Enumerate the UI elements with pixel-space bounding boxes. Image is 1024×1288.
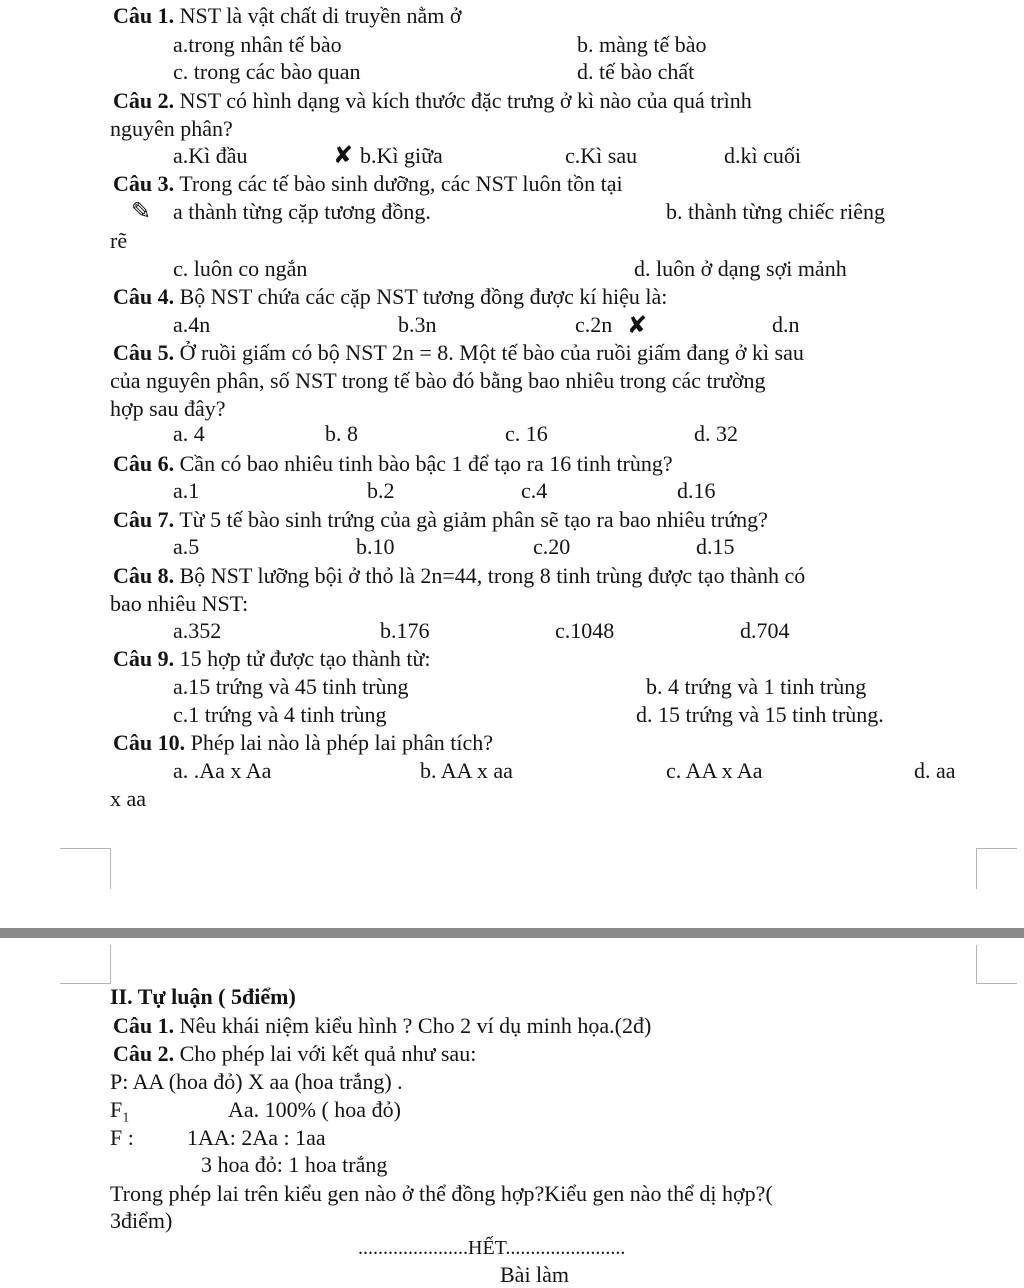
page-corner-mark-top-left [60, 848, 111, 889]
q8-option-d: d.704 [740, 618, 790, 643]
q2-text: NST có hình dạng và kích thước đặc trưng ở kì nào của quá trình [179, 88, 752, 113]
q2-option-b: b.Kì giữa [360, 143, 443, 168]
q7-option-d: d.15 [696, 534, 735, 559]
q7-option-a: a.5 [173, 534, 200, 559]
q10-stem [113, 730, 493, 756]
q5-label: Câu 5. [113, 340, 175, 365]
q8-label: Câu 8. [113, 563, 175, 588]
q6-label: Câu 6. [113, 451, 175, 476]
cross-p-line: P: AA (hoa đỏ) X aa (hoa trắng) . [110, 1069, 403, 1094]
q1-stem [113, 3, 462, 29]
q10-option-d-cont: x aa [110, 786, 147, 811]
q8-stem [113, 563, 805, 589]
q6-option-a: a.1 [173, 478, 200, 503]
q9-option-d: d. 15 trứng và 15 tinh trùng. [636, 702, 884, 727]
q7-stem [113, 507, 768, 533]
q6-option-d: d.16 [677, 478, 716, 503]
q9-option-a: a.15 trứng và 45 tinh trùng [173, 674, 409, 699]
q4-option-a: a.4n [173, 312, 211, 337]
page-corner-mark-bottom-left [60, 945, 111, 984]
page-corner-mark-top-right [976, 848, 1017, 889]
part2-q2 [113, 1041, 476, 1067]
q2-option-d: d.kì cuối [724, 143, 801, 168]
cross-f2-value: 1AA: 2Aa : 1aa [187, 1125, 326, 1150]
q10-text: Phép lai nào là phép lai phân tích? [190, 730, 494, 755]
q10-option-a: a. .Aa x Aa [173, 758, 272, 783]
q5-stem-line3: hợp sau đây? [110, 396, 226, 421]
page-corner-mark-bottom-right [976, 945, 1017, 984]
q1-option-d: d. tế bào chất [577, 59, 695, 84]
q5-text: Ở ruồi giấm có bộ NST 2n = 8. Một tế bào của ruồi giấm đang ở kì sau [179, 340, 804, 365]
q2-option-c: c.Kì sau [565, 143, 638, 168]
q7-option-b: b.10 [356, 534, 395, 559]
part2-q1-label: Câu 1. [113, 1013, 175, 1038]
q10-option-b: b. AA x aa [420, 758, 513, 783]
q5-option-b: b. 8 [325, 421, 358, 446]
q10-option-c: c. AA x Aa [666, 758, 763, 783]
q9-stem [113, 646, 431, 672]
q4-label: Câu 4. [113, 284, 175, 309]
q3-option-c: c. luôn co ngắn [173, 256, 308, 281]
q8-option-a: a.352 [173, 618, 222, 643]
q5-stem-line2: của nguyên phân, số NST trong tế bào đó bằng bao nhiêu trong các trường [110, 368, 766, 393]
part2-q2-text: Cho phép lai với kết quả như sau: [179, 1041, 477, 1066]
q5-stem [113, 340, 804, 366]
part2-q2-question-line2: 3điểm) [110, 1208, 173, 1233]
q9-option-c: c.1 trứng và 4 tinh trùng [173, 702, 387, 727]
q8-option-c: c.1048 [555, 618, 615, 643]
q4-stem [113, 284, 667, 310]
page-break [0, 928, 1024, 938]
q1-text: NST là vật chất di truyền nằm ở [179, 3, 462, 28]
q8-text: Bộ NST lưỡng bội ở thỏ là 2n=44, trong 8 tinh trùng được tạo thành có [179, 563, 806, 588]
q4-option-c: c.2n [575, 312, 613, 337]
q6-text: Cần có bao nhiêu tinh bào bậc 1 để tạo ra 16 tinh trùng? [179, 451, 673, 476]
cross-f1-value: Aa. 100% ( hoa đỏ) [228, 1097, 401, 1122]
cross-f2-phenotype: 3 hoa đỏ: 1 hoa trắng [201, 1152, 388, 1177]
q6-option-c: c.4 [521, 478, 548, 503]
q3-text: Trong các tế bào sinh dưỡng, các NST luôn tồn tại [179, 171, 623, 196]
q3-option-d: d. luôn ở dạng sợi mảnh [634, 256, 847, 281]
q8-stem-line2: bao nhiêu NST: [110, 591, 249, 616]
q5-option-a: a. 4 [173, 421, 205, 446]
q7-text: Từ 5 tế bào sinh trứng của gà giảm phân sẽ tạo ra bao nhiêu trứng? [179, 507, 768, 532]
part2-q2-label: Câu 2. [113, 1041, 175, 1066]
q8-option-b: b.176 [380, 618, 430, 643]
answer-mark-q3: ✎ [131, 199, 152, 225]
q9-label: Câu 9. [113, 646, 175, 671]
q2-label: Câu 2. [113, 88, 175, 113]
q5-option-d: d. 32 [694, 421, 738, 446]
answer-heading: Bài làm [500, 1262, 570, 1287]
q6-stem [113, 451, 673, 477]
q6-option-b: b.2 [367, 478, 395, 503]
q1-option-a: a.trong nhân tế bào [173, 32, 342, 57]
q4-option-b: b.3n [398, 312, 437, 337]
q10-option-d: d. aa [914, 758, 956, 783]
q3-label: Câu 3. [113, 171, 175, 196]
end-marker: ......................HẾT........................ [358, 1237, 626, 1259]
q4-option-d: d.n [772, 312, 800, 337]
cross-f1-label: F₁ [110, 1097, 130, 1122]
answer-mark-q2: ✘ [333, 143, 354, 169]
q3-stem [113, 171, 623, 197]
q1-option-c: c. trong các bào quan [173, 59, 361, 84]
q3-option-a: a thành từng cặp tương đồng. [173, 199, 431, 224]
cross-f2-label: F : [110, 1125, 134, 1150]
q1-option-b: b. màng tế bào [577, 32, 707, 57]
q4-text: Bộ NST chứa các cặp NST tương đồng được kí hiệu là: [179, 284, 668, 309]
answer-mark-q4: ✘ [627, 313, 648, 339]
q9-option-b: b. 4 trứng và 1 tinh trùng [646, 674, 867, 699]
part2-q1-text: Nêu khái niệm kiểu hình ? Cho 2 ví dụ minh họa.(2đ) [179, 1013, 652, 1038]
q9-text: 15 hợp tử được tạo thành từ: [179, 646, 431, 671]
q10-label: Câu 10. [113, 730, 186, 755]
q7-option-c: c.20 [533, 534, 571, 559]
q3-option-b: b. thành từng chiếc riêng [666, 199, 886, 224]
q2-stem-line2: nguyên phân? [110, 116, 233, 141]
q2-option-a: a.Kì đầu [173, 143, 248, 168]
part2-heading: II. Tự luận ( 5điểm) [110, 984, 296, 1009]
q3-option-b-cont: rẽ [110, 228, 128, 253]
q2-stem [113, 88, 752, 114]
q1-label: Câu 1. [113, 3, 175, 28]
q5-option-c: c. 16 [505, 421, 548, 446]
part2-q1 [113, 1013, 651, 1039]
part2-q2-question: Trong phép lai trên kiểu gen nào ở thể đồng hợp?Kiểu gen nào thể dị hợp?( [110, 1181, 773, 1206]
q7-label: Câu 7. [113, 507, 175, 532]
